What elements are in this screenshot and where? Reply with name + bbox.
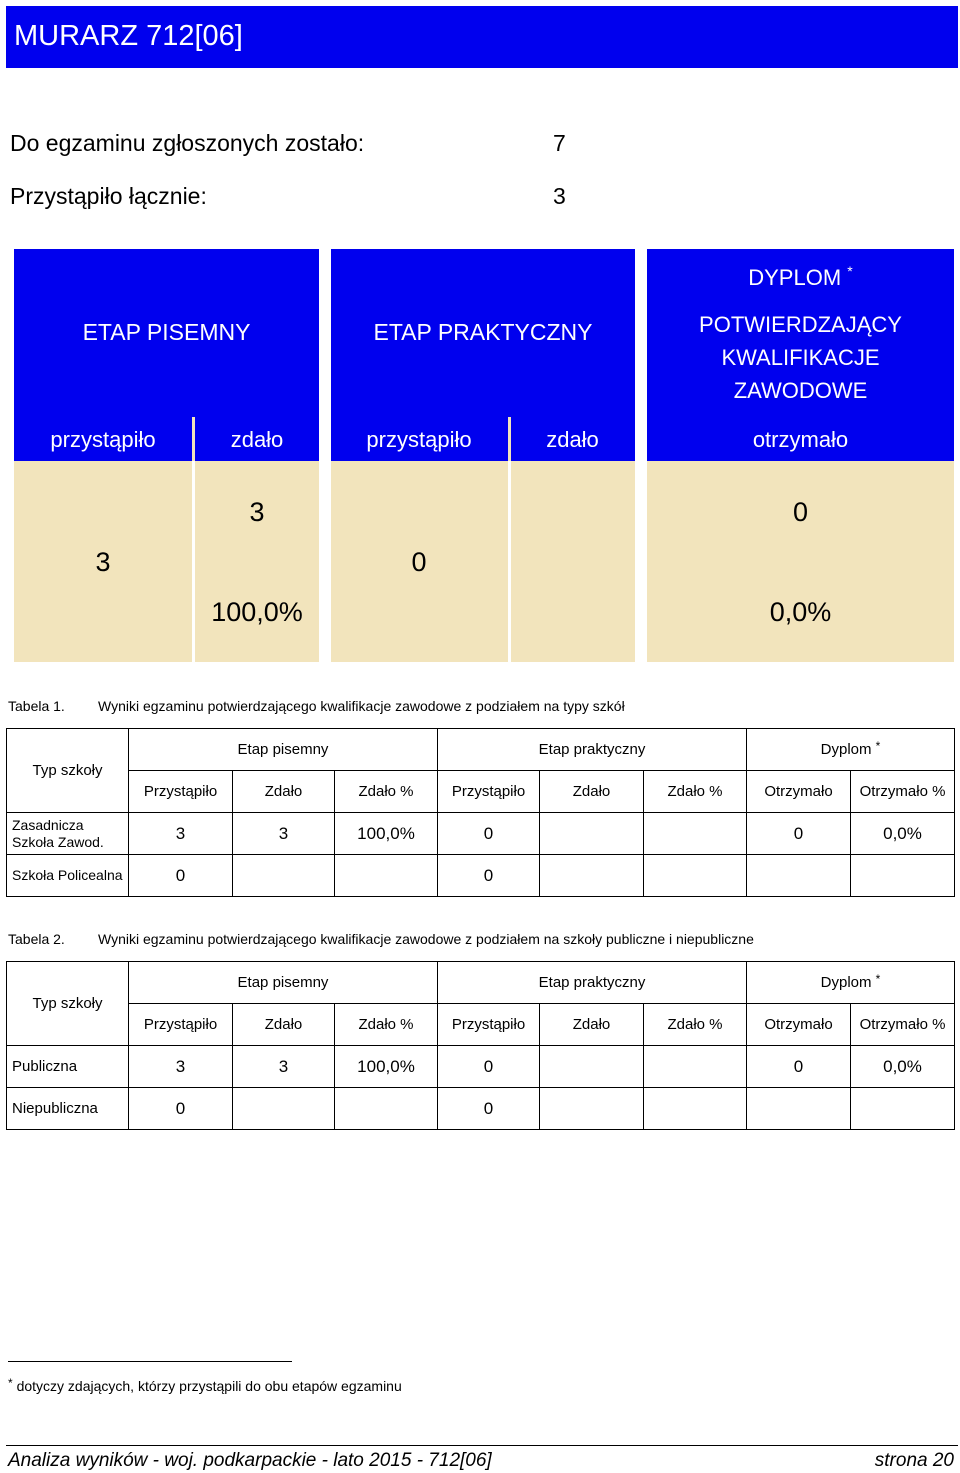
col-header: Zdało xyxy=(233,771,335,813)
row-name: Publiczna xyxy=(7,1046,129,1088)
cell xyxy=(851,1088,955,1130)
dyplom-header-line3: KWALIFIKACJE xyxy=(721,345,880,370)
cell: 3 xyxy=(129,813,233,855)
pisemny-zdalo-value: 3 xyxy=(249,497,265,527)
stat-value: 3 xyxy=(553,183,566,209)
praktyczny-header: ETAP PRAKTYCZNY xyxy=(373,319,593,345)
table2 xyxy=(6,961,955,1130)
footer-divider xyxy=(6,1445,958,1446)
cell: 3 xyxy=(233,1046,335,1088)
cell xyxy=(851,855,955,897)
cell: 0 xyxy=(747,813,851,855)
cell: 100,0% xyxy=(335,1046,438,1088)
cell: 0 xyxy=(438,813,540,855)
praktyczny-przystapilo-label: przystąpiło xyxy=(366,427,472,452)
cell xyxy=(644,1046,747,1088)
page-number: strona 20 xyxy=(874,1450,954,1471)
row-name: Niepubliczna xyxy=(7,1088,129,1130)
divider xyxy=(192,417,195,461)
cell: 0 xyxy=(438,855,540,897)
typ-szkoly-header: Typ szkoły xyxy=(7,962,129,1046)
stat-value: 7 xyxy=(553,130,566,156)
group-pisemny: Etap pisemny xyxy=(129,962,438,1004)
cell xyxy=(747,1088,851,1130)
pisemny-zdalo-pct: 100,0% xyxy=(211,597,303,627)
footnote-text: dotyczy zdających, którzy przystąpili do obu etapów egzaminu xyxy=(16,1378,402,1394)
pisemny-przystapilo-label: przystąpiło xyxy=(50,427,156,452)
title-bar xyxy=(6,6,958,68)
pisemny-header-panel xyxy=(14,249,319,461)
dyplom-header-line2: POTWIERDZAJĄCY xyxy=(699,312,902,337)
footnote-divider xyxy=(8,1361,292,1362)
table-row xyxy=(7,813,955,855)
col-header: Przystąpiło xyxy=(438,1004,540,1046)
typ-szkoly-header: Typ szkoły xyxy=(7,729,129,813)
stat-label: Przystąpiło łącznie: xyxy=(10,183,207,209)
dyplom-header-line4: ZAWODOWE xyxy=(733,378,868,403)
caption-text: Wyniki egzaminu potwierdzającego kwalifikacje zawodowe z podziałem na typy szkół xyxy=(98,698,625,714)
cell xyxy=(233,1088,335,1130)
divider xyxy=(192,461,195,662)
dyplom-title-text: DYPLOM xyxy=(748,265,842,290)
cell: 0 xyxy=(747,1046,851,1088)
col-header: Zdało xyxy=(540,771,644,813)
table1 xyxy=(6,728,955,897)
cell: 3 xyxy=(129,1046,233,1088)
table-row xyxy=(7,1088,955,1130)
cell xyxy=(335,1088,438,1130)
group-dyplom-label: Dyplom xyxy=(820,974,872,991)
stat-przystapilo xyxy=(10,183,610,211)
stat-zgloszonych xyxy=(10,130,610,158)
cell xyxy=(644,855,747,897)
row-name: Zasadnicza Szkoła Zawod. xyxy=(7,813,129,855)
caption-label: Tabela 2. xyxy=(8,931,65,947)
col-header: Zdało % xyxy=(335,771,438,813)
row-name: Szkoła Policealna xyxy=(7,855,129,897)
pisemny-values-panel xyxy=(14,461,319,662)
table1-caption xyxy=(8,698,908,716)
dyplom-header-title xyxy=(647,265,954,291)
col-header: Zdało xyxy=(540,1004,644,1046)
col-header: Przystąpiło xyxy=(438,771,540,813)
dyplom-otrzymalo-label: otrzymało xyxy=(752,427,849,452)
divider xyxy=(508,461,511,662)
table-row xyxy=(7,1046,955,1088)
praktyczny-zdalo-label: zdało xyxy=(546,427,599,452)
group-dyplom xyxy=(747,962,955,1004)
group-dyplom-label: Dyplom xyxy=(820,741,872,758)
col-header: Zdało % xyxy=(644,1004,747,1046)
col-header: Przystąpiło xyxy=(129,771,233,813)
dyplom-star: * xyxy=(875,739,881,753)
cell: 100,0% xyxy=(335,813,438,855)
footer-left: Analiza wyników - woj. podkarpackie - lato 2015 - 712[06] xyxy=(8,1450,492,1471)
praktyczny-values-panel xyxy=(331,461,635,662)
stat-label: Do egzaminu zgłoszonych zostało: xyxy=(10,130,365,156)
dyplom-otrzymalo-pct: 0,0% xyxy=(769,597,832,627)
group-pisemny: Etap pisemny xyxy=(129,729,438,771)
group-praktyczny: Etap praktyczny xyxy=(438,962,747,1004)
col-header: Zdało xyxy=(233,1004,335,1046)
cell xyxy=(540,1046,644,1088)
col-header: Otrzymało xyxy=(747,771,851,813)
dyplom-star: * xyxy=(875,972,881,986)
footnote-star: * xyxy=(8,1376,13,1390)
cell: 0 xyxy=(129,855,233,897)
cell xyxy=(540,855,644,897)
divider xyxy=(508,417,511,461)
cell: 0,0% xyxy=(851,813,955,855)
cell xyxy=(540,813,644,855)
pisemny-header: ETAP PISEMNY xyxy=(82,319,251,345)
praktyczny-przystapilo-value: 0 xyxy=(411,547,427,577)
pisemny-zdalo-label: zdało xyxy=(230,427,284,452)
col-header: Zdało % xyxy=(644,771,747,813)
table-row xyxy=(7,855,955,897)
cell xyxy=(335,855,438,897)
col-header: Zdało % xyxy=(335,1004,438,1046)
cell: 0 xyxy=(129,1088,233,1130)
pisemny-przystapilo-value: 3 xyxy=(95,547,111,577)
col-header: Otrzymało xyxy=(747,1004,851,1046)
table2-caption xyxy=(8,931,948,949)
col-header: Przystąpiło xyxy=(129,1004,233,1046)
cell xyxy=(233,855,335,897)
dyplom-star: * xyxy=(847,263,853,279)
dyplom-values-panel xyxy=(647,461,954,662)
caption-text: Wyniki egzaminu potwierdzającego kwalifikacje zawodowe z podziałem na szkoły publiczne i niepubliczne xyxy=(98,931,754,947)
cell xyxy=(644,813,747,855)
cell: 3 xyxy=(233,813,335,855)
cell: 0 xyxy=(438,1046,540,1088)
dyplom-otrzymalo-value: 0 xyxy=(792,497,809,527)
cell: 0,0% xyxy=(851,1046,955,1088)
cell xyxy=(644,1088,747,1130)
footnote xyxy=(8,1378,402,1394)
cell xyxy=(747,855,851,897)
praktyczny-header-panel xyxy=(331,249,635,461)
caption-label: Tabela 1. xyxy=(8,698,65,714)
group-praktyczny: Etap praktyczny xyxy=(438,729,747,771)
cell xyxy=(540,1088,644,1130)
dyplom-header-panel xyxy=(647,249,954,461)
page-title: MURARZ 712[06] xyxy=(14,20,243,52)
col-header: Otrzymało % xyxy=(851,1004,955,1046)
group-dyplom xyxy=(747,729,955,771)
cell: 0 xyxy=(438,1088,540,1130)
col-header: Otrzymało % xyxy=(851,771,955,813)
